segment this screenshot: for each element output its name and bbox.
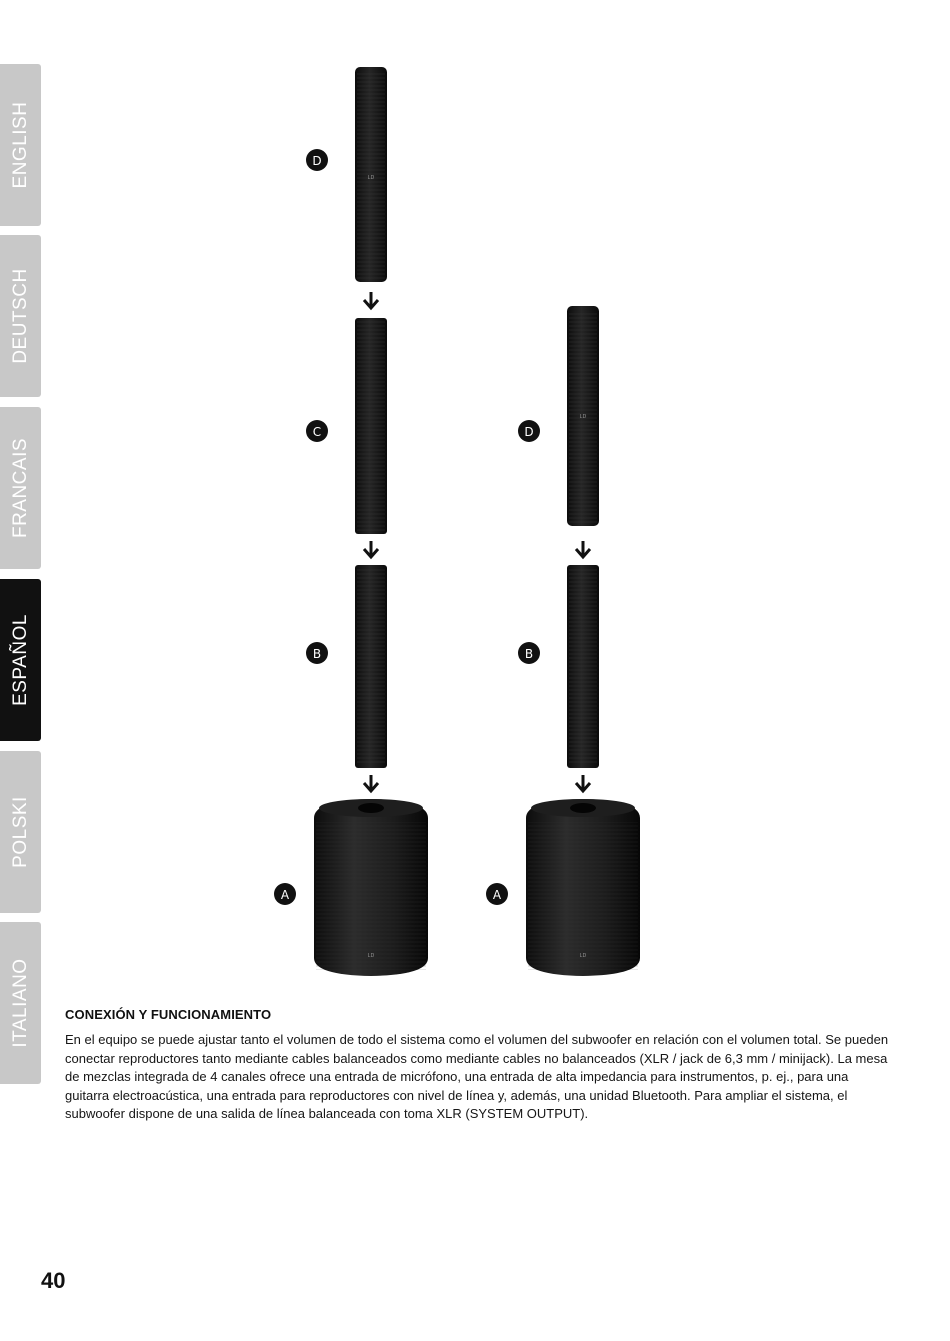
arrow-down-icon <box>576 775 590 791</box>
label-c <box>306 420 328 442</box>
logo: LD <box>579 953 587 959</box>
label-b <box>518 642 540 664</box>
column-module-b <box>567 565 599 768</box>
column-module-d <box>567 306 599 526</box>
svg-text:D: D <box>524 425 534 439</box>
arrow-down-icon <box>364 541 378 557</box>
logo: LD <box>579 414 587 420</box>
label-b <box>306 642 328 664</box>
column-module-b <box>355 565 387 768</box>
right-assembly <box>486 306 640 976</box>
svg-text:B: B <box>312 647 322 661</box>
left-assembly <box>274 67 428 976</box>
column-module-d <box>355 67 387 282</box>
section-title: CONEXIÓN Y FUNCIONAMIENTO <box>65 1007 272 1022</box>
label-a <box>486 883 508 905</box>
svg-text:D: D <box>312 154 322 168</box>
lang-tab-label: ESPAÑOL <box>9 614 31 706</box>
lang-tab-label: ENGLISH <box>9 101 31 189</box>
label-a <box>274 883 296 905</box>
svg-text:B: B <box>524 647 534 661</box>
svg-text:A: A <box>492 888 502 902</box>
logo: LD <box>367 953 375 959</box>
subwoofer-a <box>526 799 640 976</box>
page-number: 40 <box>41 1268 66 1293</box>
arrow-down-icon <box>364 292 378 308</box>
lang-tab-label: FRANCAIS <box>9 437 31 539</box>
section-body: En el equipo se puede ajustar tanto el volumen de todo el sistema como el volumen del subwoofer en relación con el volumen total. Se pueden conectar reproductores tanto mediante cables balanceados como mediante cables no balanceados (XLR / jack de 6,3 mm / minijack). La mesa de mezclas integrada de 4 canales ofrece una entrada de micrófono, una entrada de alta impedancia para instrumentos, p. ej., para una guitarra electroacústica, una entrada para reproductores con nivel de línea y, además, una unidad Bluetooth. Para ampliar el sistema, el subwoofer dispone de una salida de línea balanceada con toma XLR (SYSTEM OUTPUT). <box>65 1032 889 1121</box>
svg-text:C: C <box>312 425 322 439</box>
lang-tab-label: DEUTSCH <box>9 268 31 364</box>
lang-tab-label: ITALIANO <box>9 958 31 1048</box>
logo: LD <box>367 175 375 181</box>
column-module-c <box>355 318 387 534</box>
label-d <box>518 420 540 442</box>
subwoofer-a <box>314 799 428 976</box>
label-d <box>306 149 328 171</box>
arrow-down-icon <box>364 775 378 791</box>
svg-text:A: A <box>280 888 290 902</box>
lang-tab-label: POLSKI <box>9 796 31 868</box>
arrow-down-icon <box>576 541 590 557</box>
